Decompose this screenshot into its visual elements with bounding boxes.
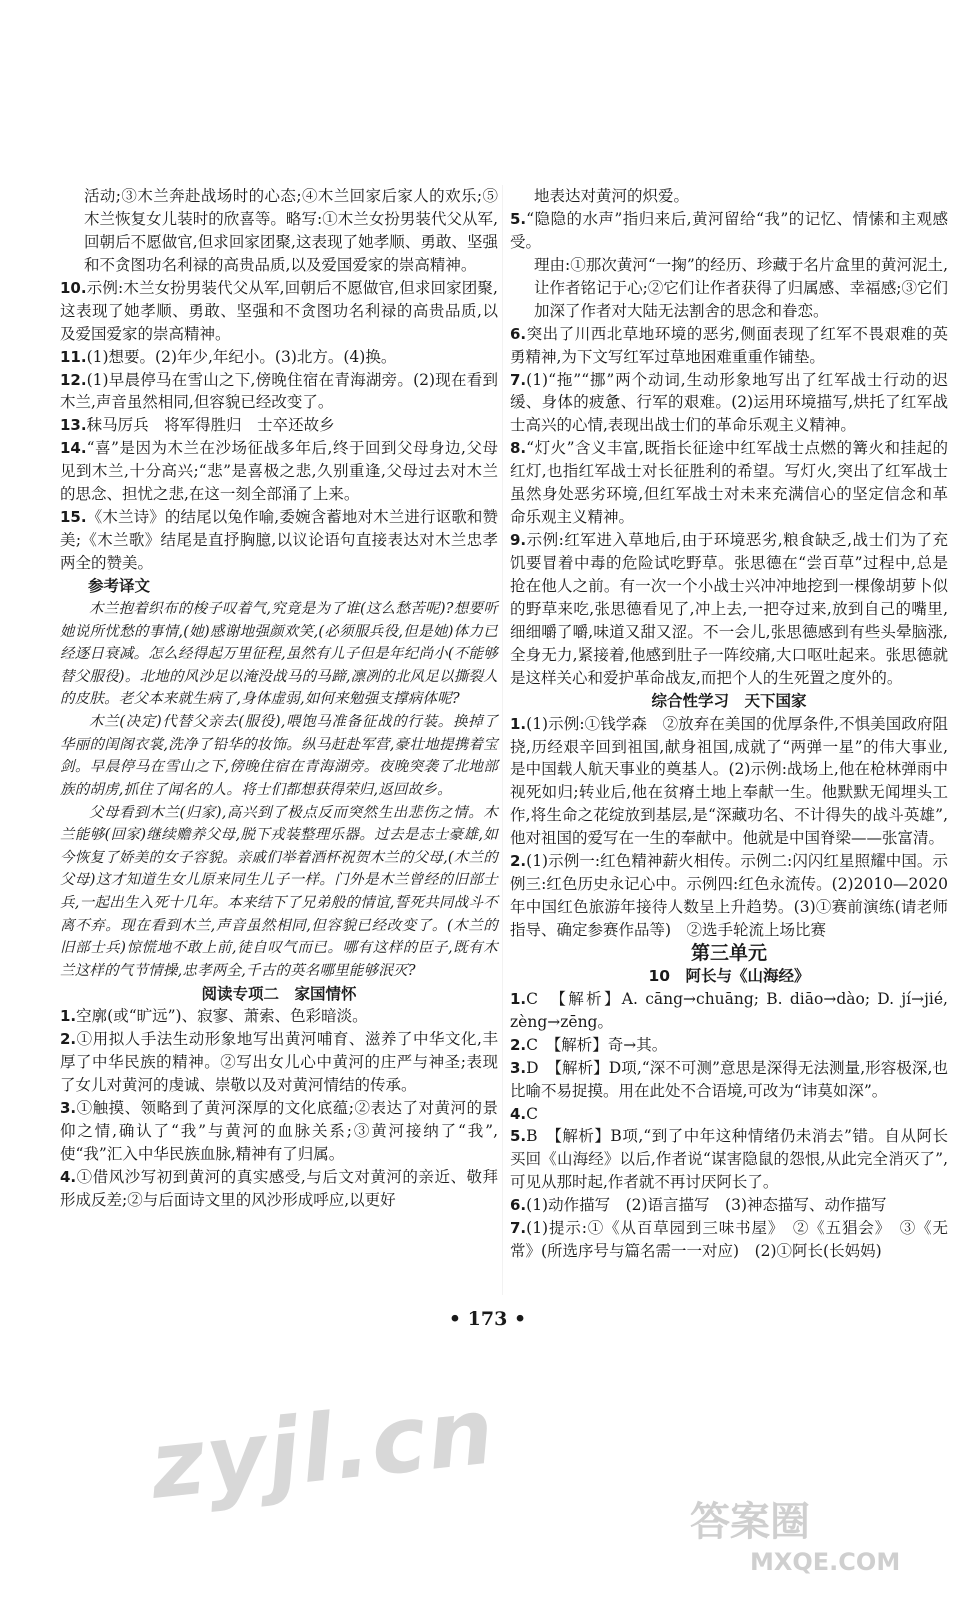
answer-item <box>60 414 498 437</box>
translation-paragraph: 木兰(决定)代替父亲去(服役),喂饱马准备征战的行装。换掉了华丽的闺阁衣裳,洗净了铅华的妆饰。纵马赶赴军营,豪壮地提携着宝剑。早晨停马在雪山之下,傍晚住宿在青海湖旁。夜晚突袭了北地部族的胡虏,抓住了闻名的人。将士们都想获得荣归,返回故乡。 <box>60 714 498 798</box>
answer-text: (1)早晨停马在雪山之下,傍晚住宿在青海湖旁。(2)现在看到木兰,声音虽然相同,但容貌已经改变了。 <box>60 370 498 412</box>
answer-text: ①触摸、领略到了黄河深厚的文化底蕴;②表达了对黄河的景仰之情,确认了“我”与黄河的血脉关系;③黄河接纳了“我”,使“我”汇入中华民族血脉,精神有了归属。 <box>60 1099 498 1164</box>
answer-item <box>510 437 948 529</box>
left-column <box>60 185 498 1212</box>
answer-number: 2. <box>60 1030 77 1049</box>
column-divider <box>502 185 503 1295</box>
answer-text: ①用拟人手法生动形象地写出黄河哺育、滋养了中华文化,丰厚了中华民族的精神。②写出女儿心中黄河的庄严与神圣;表现了女儿对黄河的虔诚、崇敬以及对黄河情结的传承。 <box>60 1030 498 1095</box>
watermark-site: zyjl.cn <box>145 1377 501 1520</box>
answer-item <box>510 1125 948 1194</box>
answer-item <box>60 346 498 369</box>
answer-item <box>510 988 948 1034</box>
answer-item <box>510 529 948 690</box>
answer-text: “喜”是因为木兰在沙场征战多年后,终于回到父母身边,父母见到木兰,十分高兴;“悲”是喜极之悲,久别重逢,父母过去对木兰的思念、担忧之悲,在这一刻全部涌了上来。 <box>60 439 498 504</box>
answer-text: 空廓(或“旷远”)、寂寥、萧索、色彩暗淡。 <box>76 1007 368 1026</box>
answer-item <box>510 1057 948 1103</box>
answer-text: ①借风沙写初到黄河的真实感受,与后文对黄河的亲近、敬拜形成反差;②与后面诗文里的风沙形成呼应,以更好 <box>60 1168 498 1209</box>
translation-paragraph: 木兰抱着织布的梭子叹着气,究竟是为了谁(这么愁苦呢)?想要听她说所忧愁的事情,(她)感谢地强颜欢笑,(必须服兵役,但是她)体力已经逐日衰减。怎么经得起万里征程,虽然有儿子但是年纪尚小(不能够替父服役)。北地的风沙足以淹没战马的马蹄,凛冽的北风足以撕裂人的皮肤。老父本来就生病了,身体虚弱,如何来勉强支撑病体呢? <box>60 600 498 708</box>
answer-item <box>60 369 498 415</box>
answer-number: 13. <box>60 416 87 435</box>
answer-item <box>60 506 498 575</box>
watermark-logo-domain: MXQE.COM <box>750 1548 901 1576</box>
answer-text: (1)动作描写 (2)语言描写 (3)神态描写、动作描写 <box>526 1196 887 1215</box>
answer-number: 1. <box>60 1007 77 1026</box>
answer-number: 4. <box>60 1168 77 1186</box>
answer-item <box>60 1166 498 1212</box>
answer-number: 6. <box>510 1196 527 1215</box>
answer-text: C <box>526 1104 539 1123</box>
answer-text: 秣马厉兵 将军得胜归 士卒还故乡 <box>86 416 335 435</box>
watermark-logo: 答案圈 <box>690 1499 810 1545</box>
answer-number: 9. <box>510 531 527 550</box>
section-heading: 综合性学习 天下国家 <box>651 691 807 710</box>
answer-item <box>510 323 948 369</box>
section-heading: 阅读专项二 家国情怀 <box>201 984 357 1003</box>
answer-item <box>60 277 498 346</box>
answer-number: 15. <box>60 508 87 527</box>
answer-item <box>510 369 948 438</box>
answer-item <box>510 1034 948 1057</box>
answer-text: (1)示例一:红色精神薪火相传。示例二:闪闪红星照耀中国。示例三:红色历史永记心中。示例四:红色永流传。(2)2010—2020年中国红色旅游年接待人数呈上升趋势。(3)①赛前演练(请老师指导、确定参赛作品等) ②选手轮流上场比赛 <box>510 852 948 939</box>
answer-text: C 【解析】A. cāng→chuāng; B. diāo→dào; D. jí→jié, zèng→zēng。 <box>510 989 948 1031</box>
answer-text: B 【解析】B项,“到了中年这种情绪仍未消去”错。自从阿长买回《山海经》以后,作者说“谋害隐鼠的怨恨,从此完全消灭了”,可见从那时起,作者就不再讨厌阿长了。 <box>510 1127 948 1192</box>
answer-continuation: 活动;③木兰奔赴战场时的心态;④木兰回家后家人的欢乐;⑤木兰恢复女儿装时的欣喜等。略写:①木兰女扮男装代父从军,回朝后不愿做官,但求回家团聚,这表现了她孝顺、勇敢、坚强和不贪图功名利禄的高贵品质,以及爱国爱家的崇高精神。 <box>84 187 498 274</box>
answer-continuation: 理由:①那次黄河“一掬”的经历、珍藏于名片盒里的黄河泥土,让作者铭记于心;②它们让作者获得了归属感、幸福感;③它们加深了作者对大陆无法割舍的思念和眷恋。 <box>534 255 948 320</box>
answer-number: 3. <box>60 1099 77 1118</box>
answer-number: 8. <box>510 439 527 458</box>
translation-paragraph: 父母看到木兰(归家),高兴到了极点反而突然生出悲伤之情。木兰能够(回家)继续赡养父母,脱下戎装整理乐器。过去是志士豪雄,如今恢复了娇美的女子容貌。亲戚们举着酒杯祝贺木兰的父母,(木兰的父母)这才知道生女儿原来同生儿子一样。门外是木兰曾经的旧部士兵,一起出生入死十几年。本来结下了兄弟般的情谊,誓死共同战斗不离不弃。现在看到木兰,声音虽然相同,但容貌已经改变了。(木兰的旧部士兵)惊慌地不敢上前,徒自叹气而已。哪有这样的臣子,既有木兰这样的气节情操,忠孝两全,千古的英名哪里能够泯灭? <box>60 804 498 979</box>
answer-item <box>510 1194 948 1217</box>
answer-continuation: 地表达对黄河的炽爱。 <box>534 187 690 205</box>
answer-number: 2. <box>510 852 527 871</box>
answer-item <box>510 713 948 851</box>
answer-number: 12. <box>60 370 87 389</box>
answer-text: C 【解析】奇→其。 <box>526 1035 668 1054</box>
answer-number: 3. <box>510 1058 527 1077</box>
answer-number: 10. <box>60 278 87 297</box>
answer-number: 1. <box>510 714 527 733</box>
answer-number: 5. <box>510 1127 527 1146</box>
answer-number: 14. <box>60 439 87 458</box>
right-column <box>510 185 948 1263</box>
unit-heading: 第三单元 <box>690 941 767 964</box>
answer-text: (1)想要。(2)年少,年纪小。(3)北方。(4)换。 <box>86 347 397 366</box>
answer-text: D 【解析】D项,“深不可测”意思是深得无法测量,形容极深,也比喻不易捉摸。用在此处不合语境,可改为“讳莫如深”。 <box>510 1058 948 1100</box>
answer-item <box>510 850 948 942</box>
answer-item <box>60 437 498 506</box>
answer-text: 示例:木兰女扮男装代父从军,回朝后不愿做官,但求回家团聚,这表现了她孝顺、勇敢、坚强和不贪图功名利禄的高贵品质,以及爱国爱家的崇高精神。 <box>60 278 498 343</box>
answer-text: 突出了川西北草地环境的恶劣,侧面表现了红军不畏艰难的英勇精神,为下文写红军过草地困难重重作铺垫。 <box>510 324 948 366</box>
answer-number: 7. <box>510 370 527 389</box>
section-heading: 参考译文 <box>88 576 151 595</box>
answer-number: 7. <box>510 1219 527 1238</box>
answer-item <box>510 208 948 254</box>
answer-item <box>510 1217 948 1263</box>
answer-item <box>60 1005 498 1028</box>
answer-text: “隐隐的水声”指归来后,黄河留给“我”的记忆、情愫和主观感受。 <box>510 209 948 251</box>
answer-item <box>60 1097 498 1166</box>
answer-item <box>510 1103 948 1126</box>
answer-text: “灯火”含义丰富,既指长征途中红军战士点燃的篝火和挂起的红灯,也指红军战士对长征胜利的希望。写灯火,突出了红军战士虽然身处恶劣环境,但红军战士对未来充满信心的坚定信念和革命乐观主义精神。 <box>510 439 948 527</box>
answer-text: 《木兰诗》的结尾以兔作喻,委婉含蓄地对木兰进行讴歌和赞美;《木兰歌》结尾是直抒胸臆,以议论语句直接表达对木兰忠孝两全的赞美。 <box>60 508 498 572</box>
answer-number: 1. <box>510 989 527 1008</box>
answer-text: (1)“拖”“挪”两个动词,生动形象地写出了红军战士行动的迟缓、身体的疲惫、行军的艰难。(2)运用环境描写,烘托了红军战士高兴的心情,表现出战士们的革命乐观主义精神。 <box>510 370 948 435</box>
answer-number: 11. <box>60 347 87 366</box>
answer-text: 示例:红军进入草地后,由于环境恶劣,粮食缺乏,战士们为了充饥要冒着中毒的危险试吃野草。张思德在“尝百草”过程中,总是抢在他人之前。有一次一个小战士兴冲冲地挖到一棵像胡萝卜似的野草来吃,张思德看见了,冲上去,一把夺过来,放到自己的嘴里,细细嚼了嚼,味道又甜又涩。不一会儿,张思德感到有些头晕脑涨,全身无力,紧接着,他感到肚子一阵绞痛,大口呕吐起来。张思德就是这样关心和爱护革命战友,而把个人的生死置之度外的。 <box>510 531 948 687</box>
answer-item <box>60 1028 498 1097</box>
page-number: • 173 • <box>448 1308 527 1330</box>
answer-text: (1)示例:①钱学森 ②放弃在美国的优厚条件,不惧美国政府阻挠,历经艰辛回到祖国,献身祖国,成就了“两弹一星”的伟大事业,是中国载人航天事业的奠基人。(2)示例:战场上,他在枪林弹雨中视死如归;转业后,他在贫瘠土地上奉献一生。他默默无闻埋头工作,将生命之花绽放到基层,是“深藏功名、不计得失的战斗英雄”,他对祖国的爱写在一生的奉献中。他就是中国脊梁——张富清。 <box>510 714 948 848</box>
section-heading: 10 阿长与《山海经》 <box>648 966 810 985</box>
answer-number: 4. <box>510 1104 527 1123</box>
answer-number: 6. <box>510 324 527 343</box>
answer-number: 2. <box>510 1035 527 1054</box>
answer-number: 5. <box>510 209 527 228</box>
answer-text: (1)提示:①《从百草园到三味书屋》 ②《五猖会》 ③《无常》(所选序号与篇名需一一对应) (2)①阿长(长妈妈) <box>510 1219 948 1261</box>
